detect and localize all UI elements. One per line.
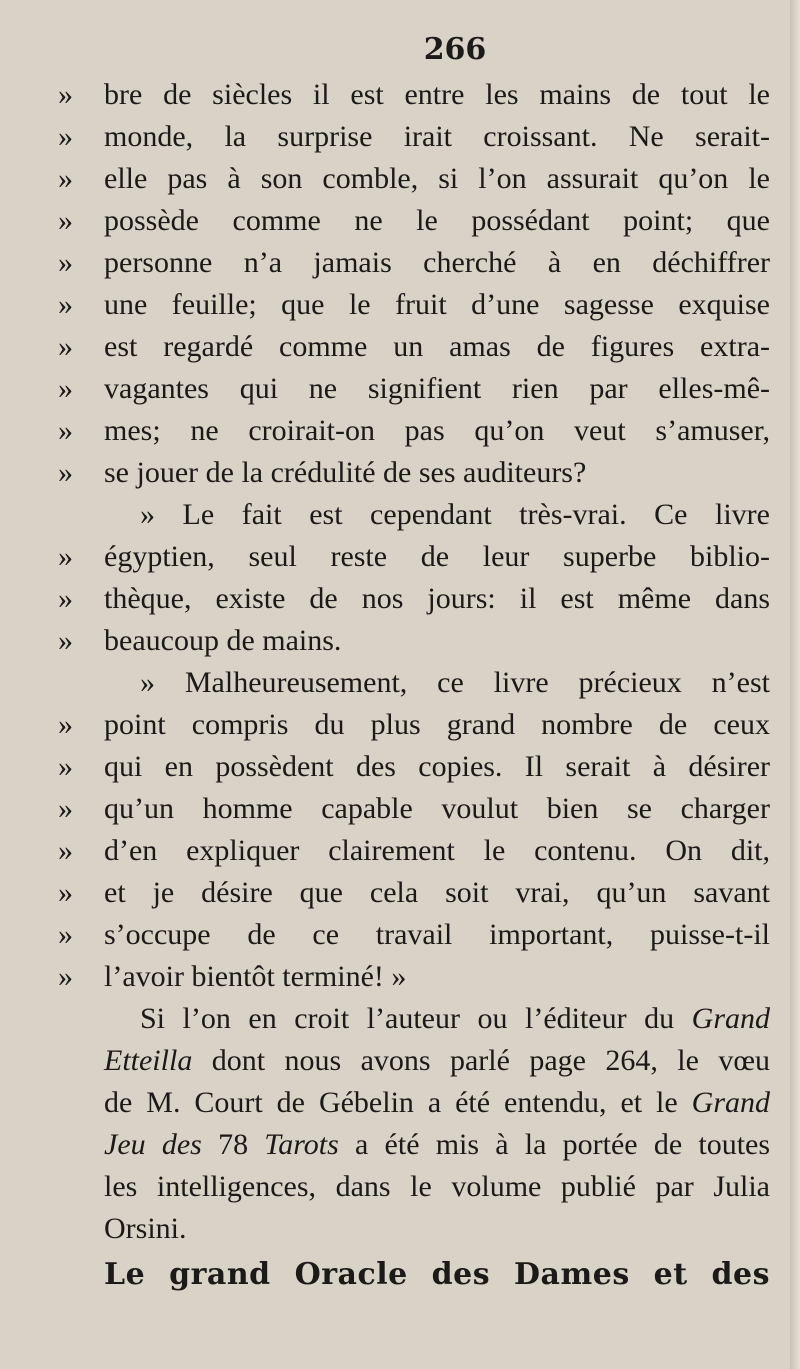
text-line: » s’occupe de ce travail important, puisse-t-il (104, 914, 770, 956)
text-line: » mes; ne croirait-on pas qu’on veut s’amuser, (104, 410, 770, 452)
guillemet-mark: » (58, 540, 73, 573)
text-line: » qu’un homme capable voulut bien se charger (104, 788, 770, 830)
guillemet-mark: » (58, 204, 73, 237)
paragraph-line: Jeu des 78 Tarots a été mis à la portée de toutes (104, 1128, 771, 1161)
text-line: » est regardé comme un amas de figures extra- (104, 326, 770, 368)
paragraph-line: Si l’on en croit l’auteur ou l’éditeur du Grand (140, 1002, 770, 1035)
page-edge (790, 0, 800, 1369)
guillemet-mark: » (58, 876, 73, 909)
guillemet-mark: » (58, 582, 73, 615)
text-line: » elle pas à son comble, si l’on assurait qu’on le (104, 158, 770, 200)
text-line: » égyptien, seul reste de leur superbe biblio- (104, 536, 770, 578)
guillemet-mark: » (58, 78, 73, 111)
guillemet-mark: » (58, 624, 73, 657)
guillemet-mark: » (58, 330, 73, 363)
guillemet-mark: » (58, 120, 73, 153)
section-heading: Le grand Oracle des Dames et des (104, 1257, 770, 1292)
paragraph-line: les intelligences, dans le volume publié par Julia (104, 1170, 770, 1203)
text-line: » l’avoir bientôt terminé! » (104, 956, 770, 998)
guillemet-mark: » (58, 246, 73, 279)
text-line: » personne n’a jamais cherché à en déchiffrer (104, 242, 770, 284)
paragraph-line: de M. Court de Gébelin a été entendu, et le Grand (104, 1086, 771, 1119)
guillemet-mark: » (58, 918, 73, 951)
guillemet-mark: » (58, 750, 73, 783)
guillemet-mark: » (58, 414, 73, 447)
text-line: » qui en possèdent des copies. Il serait à désirer (104, 746, 770, 788)
text-line: » et je désire que cela soit vrai, qu’un savant (104, 872, 770, 914)
guillemet-mark: » (58, 288, 73, 321)
text-line: » monde, la surprise irait croissant. Ne serait- (104, 116, 770, 158)
paragraph-line: Orsini. (104, 1212, 187, 1245)
guillemet-mark: » (58, 456, 73, 489)
text-line: » se jouer de la crédulité de ses auditeurs? (104, 452, 770, 494)
page-number: 266 (423, 32, 487, 67)
text-line: » point compris du plus grand nombre de ceux (104, 704, 770, 746)
text-line: » vagantes qui ne signifient rien par elles-mê- (104, 368, 770, 410)
guillemet-mark: » (58, 162, 73, 195)
guillemet-mark: » (58, 960, 73, 993)
text-line: » Le fait est cependant très-vrai. Ce livre (140, 498, 770, 531)
guillemet-mark: » (58, 834, 73, 867)
text-line: » thèque, existe de nos jours: il est même dans (104, 578, 770, 620)
text-line: » possède comme ne le possédant point; que (104, 200, 770, 242)
text-line: » bre de siècles il est entre les mains de tout le (104, 74, 770, 116)
guillemet-mark: » (58, 372, 73, 405)
text-line: » une feuille; que le fruit d’une sagesse exquise (104, 284, 770, 326)
guillemet-mark: » (58, 708, 73, 741)
paragraph-line: Etteilla dont nous avons parlé page 264, le vœu (104, 1044, 771, 1077)
text-line: » Malheureusement, ce livre précieux n’est (140, 666, 770, 699)
guillemet-mark: » (58, 792, 73, 825)
text-line: » beaucoup de mains. (104, 620, 770, 662)
text-line: » d’en expliquer clairement le contenu. On dit, (104, 830, 770, 872)
text-block (58, 74, 771, 1296)
